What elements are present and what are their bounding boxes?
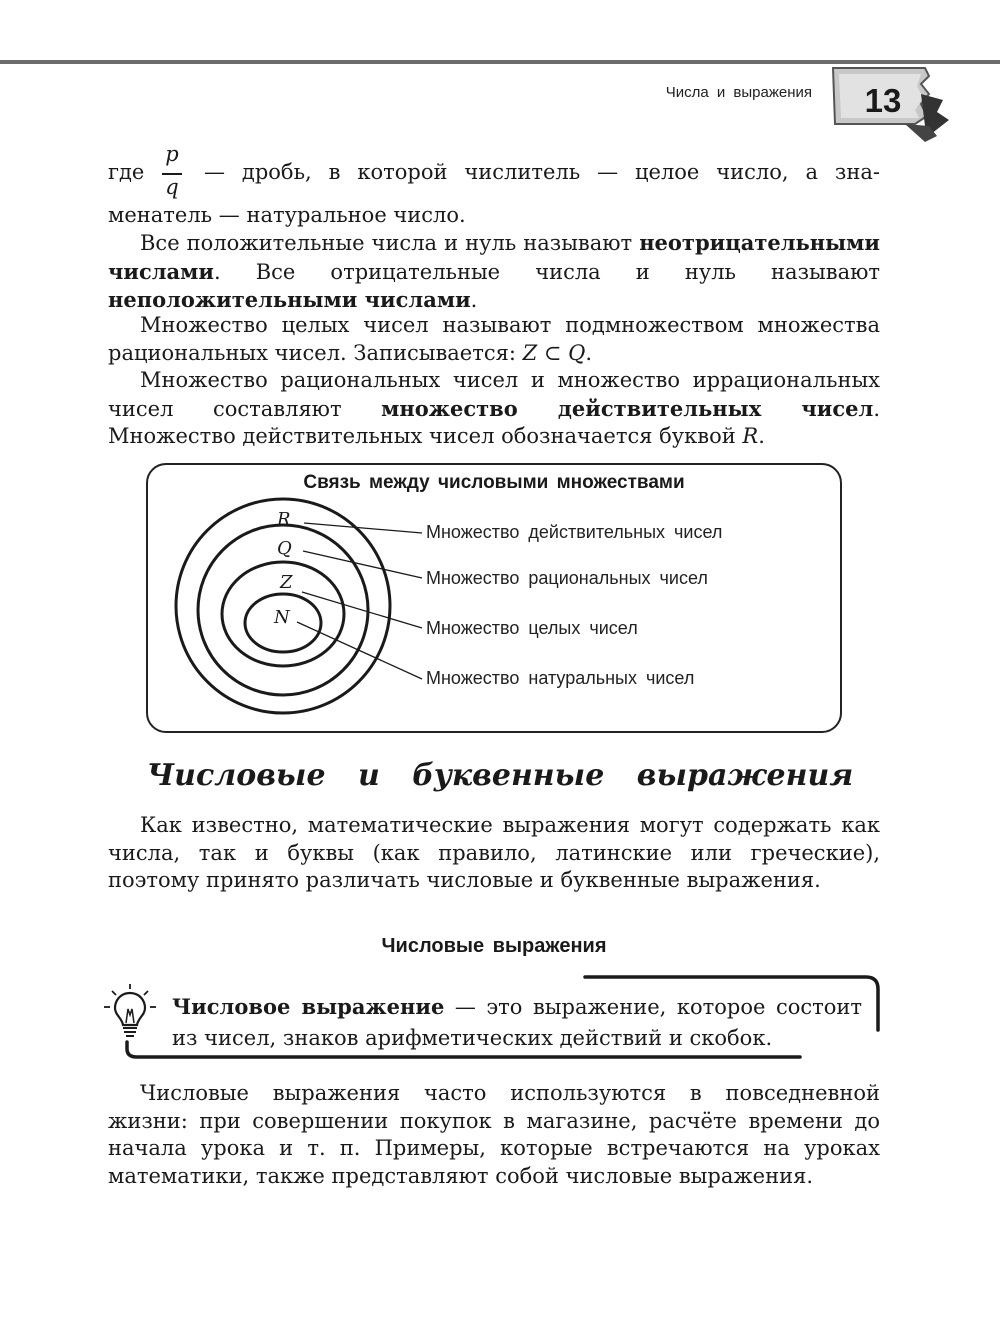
text: . <box>585 340 593 365</box>
paragraph-usage: Числовые выражения часто используются в повседневной жизни: при совершении покупок в магазине, расчёте времени до начала урока и т. п. Примеры, которые встречаются на уроках математики, также представляют собой числовые выражения. <box>108 1081 880 1188</box>
label-integers: Множество целых чисел <box>426 618 638 638</box>
label-natural-numbers: Множество натуральных чисел <box>426 668 695 688</box>
intro-line1-rest: — дробь, в которой числитель — целое число, а зна- <box>204 160 880 184</box>
fraction-numerator: p <box>165 142 179 166</box>
set-letter-n: N <box>274 607 290 628</box>
definition-numeric-expression <box>172 991 862 1054</box>
intro-line2: менатель — натуральное число. <box>108 203 466 227</box>
letter-r: R <box>742 424 759 448</box>
running-header: Числа и выражения <box>665 84 812 101</box>
text: — это выражение, которое состоит из чисел, знаков арифметических действий и скобок. <box>172 995 862 1050</box>
text: . Все отрицательные числа и нуль называют <box>213 259 880 284</box>
term-nonpositive: неположительными числами <box>108 287 471 312</box>
fraction-denominator: q <box>165 175 179 199</box>
text: Множество целых чисел называют подмножеством множества рациональных чисел. Записывается: <box>108 313 880 365</box>
diagram-title: Связь между числовыми множествами <box>303 472 685 493</box>
text: . <box>470 288 478 312</box>
term-nonnegative: неотрицательными числами <box>108 230 880 284</box>
text: Множество рациональных чисел и множество иррациональных чисел составляют <box>108 368 880 421</box>
page-number: 13 <box>864 82 902 119</box>
term-numeric-expression: Числовое выражение <box>172 994 445 1019</box>
text: . Множество действительных чисел обозначается буквой <box>108 396 880 448</box>
set-letter-r: R <box>277 509 291 530</box>
subset-formula: Z ⊂ Q <box>522 340 586 365</box>
text: . <box>758 424 765 448</box>
set-letter-q: Q <box>277 538 292 559</box>
label-rational-numbers: Множество рациональных чисел <box>426 568 708 588</box>
intro-where: где <box>108 160 145 184</box>
subheading: Числовые выражения <box>381 935 607 957</box>
section-title: Числовые и буквенные выражения <box>146 758 854 793</box>
label-real-numbers: Множество действительных чисел <box>426 522 723 542</box>
text: Все положительные числа и нуль называют <box>140 231 640 255</box>
set-letter-z: Z <box>280 572 293 593</box>
paragraph-expressions-intro: Как известно, математические выражения могут содержать как числа, так и буквы (как правило, латинские или греческие), поэтому принято различать числовые и буквенные выражения. <box>108 813 880 892</box>
term-real-numbers: множество действительных чисел <box>381 395 874 421</box>
